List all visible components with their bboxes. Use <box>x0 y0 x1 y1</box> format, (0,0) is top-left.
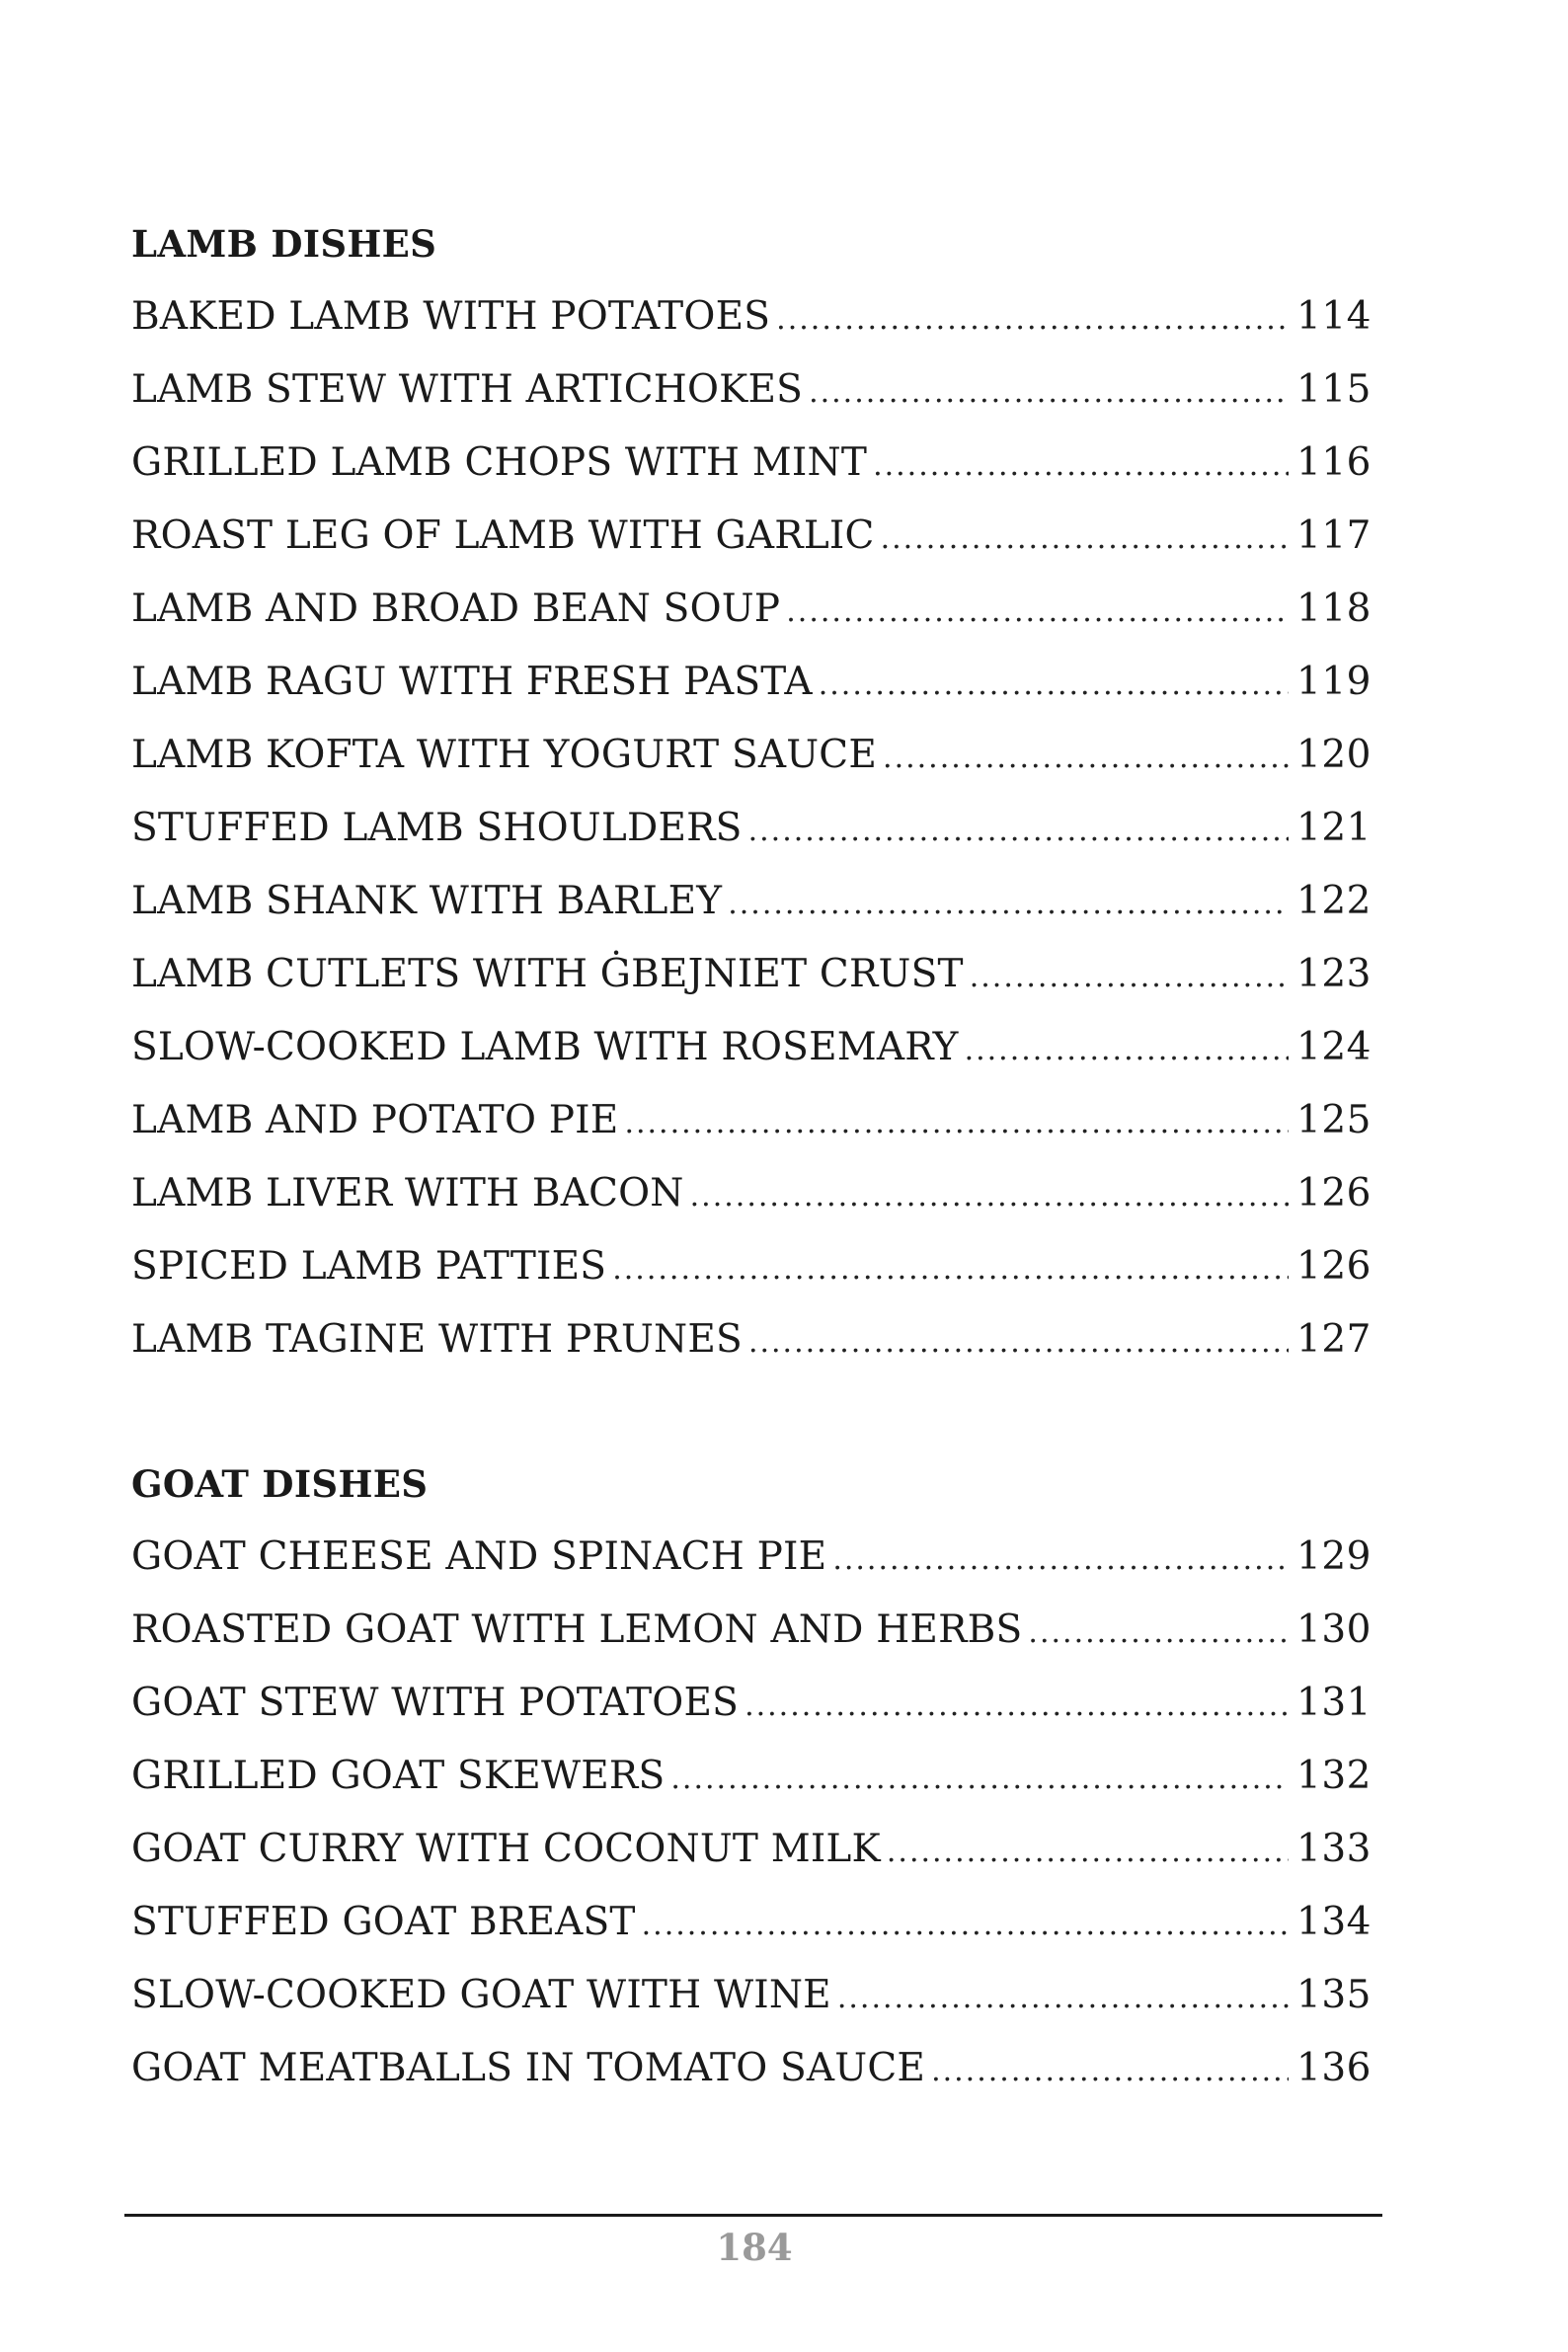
toc-entry-page: 132 <box>1296 1754 1372 1798</box>
toc-entry[interactable] <box>131 938 1372 1011</box>
toc-entry[interactable] <box>131 1886 1372 1959</box>
toc-entry-page: 135 <box>1296 1973 1372 2017</box>
toc-entry-title: LAMB STEW WITH ARTICHOKES <box>131 367 804 412</box>
toc-entry[interactable] <box>131 353 1372 427</box>
toc-list <box>131 280 1372 1376</box>
dot-leader <box>748 795 1289 868</box>
toc-entry-title: SLOW-COOKED GOAT WITH WINE <box>131 1973 831 2017</box>
toc-entry-page: 123 <box>1296 952 1372 996</box>
toc-entry-page: 119 <box>1296 660 1372 704</box>
toc-entry[interactable] <box>131 1157 1372 1230</box>
toc-entry-page: 131 <box>1296 1681 1372 1725</box>
toc-entry-page: 136 <box>1296 2046 1372 2090</box>
toc-entry-title: LAMB RAGU WITH FRESH PASTA <box>131 660 813 704</box>
toc-entry-title: LAMB AND BROAD BEAN SOUP <box>131 587 781 631</box>
toc-entry-title: ROASTED GOAT WITH LEMON AND HERBS <box>131 1607 1023 1652</box>
dot-leader <box>642 1889 1289 1962</box>
toc-entry-title: LAMB SHANK WITH BARLEY <box>131 879 723 923</box>
toc-entry-page: 127 <box>1296 1317 1372 1362</box>
dot-leader <box>809 356 1289 430</box>
toc-entry[interactable] <box>131 280 1372 353</box>
toc-entry-page: 114 <box>1296 294 1372 339</box>
toc-entry-title: GOAT MEATBALLS IN TOMATO SAUCE <box>131 2046 926 2090</box>
toc-entry[interactable] <box>131 1813 1372 1886</box>
toc-entry[interactable] <box>131 719 1372 792</box>
dot-leader <box>786 576 1289 649</box>
dot-leader <box>931 2035 1289 2108</box>
toc-entry-title: BAKED LAMB WITH POTATOES <box>131 294 771 339</box>
toc-entry[interactable] <box>131 792 1372 865</box>
toc-entry-page: 126 <box>1296 1244 1372 1289</box>
toc-entry-title: GOAT CURRY WITH COCONUT MILK <box>131 1827 881 1871</box>
toc-entry[interactable] <box>131 1740 1372 1813</box>
dot-leader <box>728 868 1289 941</box>
dot-leader <box>887 1816 1289 1889</box>
dot-leader <box>819 649 1289 722</box>
toc-entry[interactable] <box>131 573 1372 646</box>
section-lamb-dishes <box>131 207 1372 1376</box>
toc-entry-title: LAMB AND POTATO PIE <box>131 1098 619 1142</box>
toc-entry[interactable] <box>131 1959 1372 2032</box>
toc-entry[interactable] <box>131 1667 1372 1740</box>
dot-leader <box>1028 1597 1289 1670</box>
toc-entry-title: STUFFED GOAT BREAST <box>131 1900 636 1944</box>
section-goat-dishes <box>131 1448 1372 2105</box>
toc-entry-title: LAMB KOFTA WITH YOGURT SAUCE <box>131 733 878 777</box>
dot-leader <box>612 1233 1289 1306</box>
dot-leader <box>832 1524 1289 1597</box>
toc-entry-page: 130 <box>1296 1607 1372 1652</box>
toc-entry-page: 115 <box>1296 367 1372 412</box>
toc-entry[interactable] <box>131 1303 1372 1376</box>
dot-leader <box>670 1743 1289 1816</box>
toc-entry[interactable] <box>131 427 1372 500</box>
toc-entry-title: LAMB LIVER WITH BACON <box>131 1171 684 1215</box>
dot-leader <box>883 722 1289 795</box>
toc-entry[interactable] <box>131 865 1372 938</box>
toc-entry-page: 134 <box>1296 1900 1372 1944</box>
toc-entry-title: GRILLED GOAT SKEWERS <box>131 1754 666 1798</box>
toc-entry[interactable] <box>131 1084 1372 1157</box>
toc-entry-page: 124 <box>1296 1025 1372 1069</box>
dot-leader <box>624 1087 1289 1160</box>
toc-entry-page: 118 <box>1296 587 1372 631</box>
page-number: 184 <box>716 2226 793 2269</box>
dot-leader <box>965 1014 1289 1087</box>
toc-entry-page: 121 <box>1296 806 1372 850</box>
toc-list <box>131 1521 1372 2105</box>
toc-entry-title: STUFFED LAMB SHOULDERS <box>131 806 743 850</box>
toc-entry-page: 117 <box>1296 513 1372 558</box>
footer-divider <box>124 2214 1382 2217</box>
toc-entry[interactable] <box>131 1594 1372 1667</box>
toc-entry[interactable] <box>131 1521 1372 1594</box>
toc-entry[interactable] <box>131 1011 1372 1084</box>
dot-leader <box>776 283 1289 356</box>
toc-entry[interactable] <box>131 500 1372 573</box>
toc-entry-title: SPICED LAMB PATTIES <box>131 1244 607 1289</box>
toc-entry-title: GOAT STEW WITH POTATOES <box>131 1681 740 1725</box>
dot-leader <box>745 1670 1289 1743</box>
toc-entry-page: 120 <box>1296 733 1372 777</box>
dot-leader <box>748 1306 1289 1379</box>
toc-entry[interactable] <box>131 646 1372 719</box>
dot-leader <box>837 1962 1289 2035</box>
toc-entry-title: LAMB CUTLETS WITH ĠBEJNIET CRUST <box>131 952 964 996</box>
toc-entry-title: ROAST LEG OF LAMB WITH GARLIC <box>131 513 875 558</box>
toc-entry-page: 133 <box>1296 1827 1372 1871</box>
toc-entry[interactable] <box>131 1230 1372 1303</box>
toc-entry-title: GOAT CHEESE AND SPINACH PIE <box>131 1534 827 1579</box>
dot-leader <box>873 430 1289 503</box>
toc-entry-title: GRILLED LAMB CHOPS WITH MINT <box>131 440 868 485</box>
toc-entry[interactable] <box>131 2032 1372 2105</box>
toc-entry-page: 125 <box>1296 1098 1372 1142</box>
toc-entry-page: 116 <box>1296 440 1372 485</box>
toc-entry-page: 129 <box>1296 1534 1372 1579</box>
dot-leader <box>690 1160 1289 1233</box>
toc-entry-page: 126 <box>1296 1171 1372 1215</box>
toc-entry-title: SLOW-COOKED LAMB WITH ROSEMARY <box>131 1025 959 1069</box>
toc-entry-page: 122 <box>1296 879 1372 923</box>
section-heading: LAMB DISHES <box>131 222 437 266</box>
section-heading: GOAT DISHES <box>131 1462 429 1506</box>
dot-leader <box>881 503 1289 576</box>
toc-entry-title: LAMB TAGINE WITH PRUNES <box>131 1317 743 1362</box>
dot-leader <box>970 941 1289 1014</box>
